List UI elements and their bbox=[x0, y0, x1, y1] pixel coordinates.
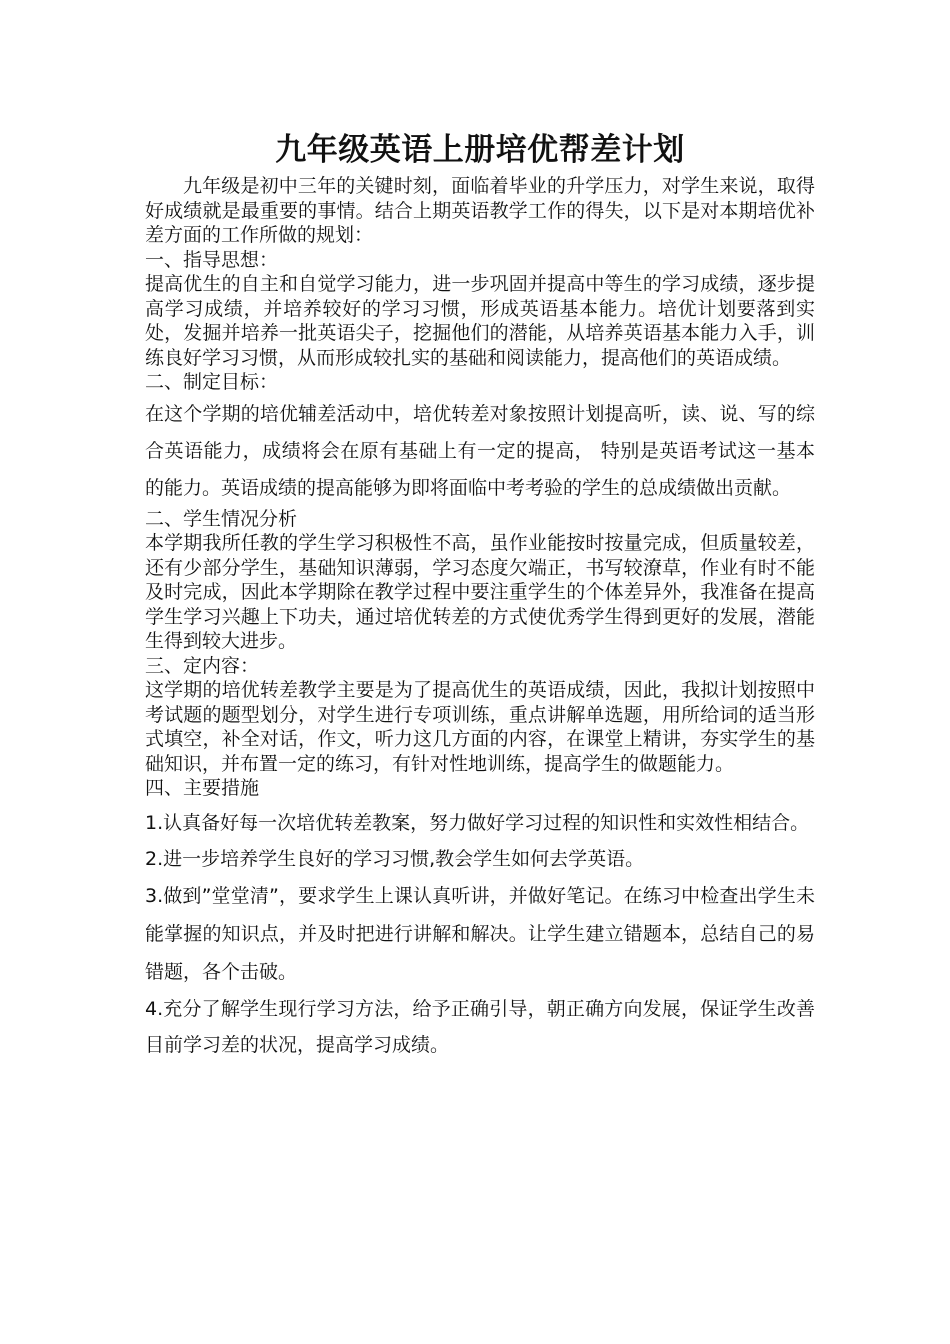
section-heading-student-analysis: 二、学生情况分析 bbox=[145, 507, 298, 530]
measure-item: 4.充分了解学生现行学习方法，给予正确引导，朝正确方向发展，保证学生改善目前学习差的状况，提高学习成绩。 bbox=[145, 997, 815, 1056]
measure-item: 3.做到”堂堂清”，要求学生上课认真听讲，并做好笔记。在练习中检查出学生未能掌握的知识点，并及时把进行讲解和解决。让学生建立错题本，总结自己的易错题，各个击破。 bbox=[145, 884, 815, 983]
section-heading-content: 三、定内容： bbox=[145, 654, 260, 677]
measure-item: 2.进一步培养学生良好的学习习惯,教会学生如何去学英语。 bbox=[145, 847, 645, 870]
measure-item: 1.认真备好每一次培优转差教案，努力做好学习过程的知识性和实效性相结合。 bbox=[145, 811, 810, 834]
section-body-student-analysis: 本学期我所任教的学生学习积极性不高，虽作业能按时按量完成，但质量较差，还有少部分学生，基础知识薄弱，学习态度欠端正，书写较潦草，作业有时不能及时完成，因此本学期除在教学过程中要注重学生的个体差异外，我准备在提高学生学习兴趣上下功夫，通过培优转差的方式使优秀学生得到更好的发展，潜能生得到较大进步。 bbox=[145, 532, 815, 652]
section-body-goals: 在这个学期的培优辅差活动中，培优转差对象按照计划提高听，读、说、写的综合英语能力，成绩将会在原有基础上有一定的提高， 特别是英语考试这一基本的能力。英语成绩的提高能够为即将面临中考考验的学生的总成绩做出贡献。 bbox=[145, 402, 815, 499]
section-body-content: 这学期的培优转差教学主要是为了提高优生的英语成绩，因此，我拟计划按照中考试题的题型划分，对学生进行专项训练，重点讲解单选题，用所给词的适当形式填空，补全对话，作文，听力这几方面的内容，在课堂上精讲，夯实学生的基础知识，并布置一定的练习，有针对性地训练，提高学生的做题能力。 bbox=[145, 679, 815, 775]
section-body-guiding-thought: 提高优生的自主和自觉学习能力，进一步巩固并提高中等生的学习成绩，逐步提高学习成绩，并培养较好的学习习惯，形成英语基本能力。培优计划要落到实处，发掘并培养一批英语尖子，挖掘他们的潜能，从培养英语基本能力入手，训练良好学习习惯，从而形成较扎实的基础和阅读能力，提高他们的英语成绩。 bbox=[145, 273, 815, 369]
section-heading-guiding-thought: 一、指导思想： bbox=[145, 248, 279, 271]
document-title: 九年级英语上册培优帮差计划 bbox=[275, 132, 685, 168]
intro-paragraph: 九年级是初中三年的关键时刻，面临着毕业的升学压力，对学生来说，取得好成绩就是最重要的事情。结合上期英语教学工作的得失，以下是对本期培优补差方面的工作所做的规划： bbox=[145, 175, 815, 246]
section-heading-goals: 二、制定目标： bbox=[145, 371, 279, 393]
section-heading-measures: 四、主要措施 bbox=[145, 777, 260, 799]
document-page bbox=[145, 128, 815, 1063]
